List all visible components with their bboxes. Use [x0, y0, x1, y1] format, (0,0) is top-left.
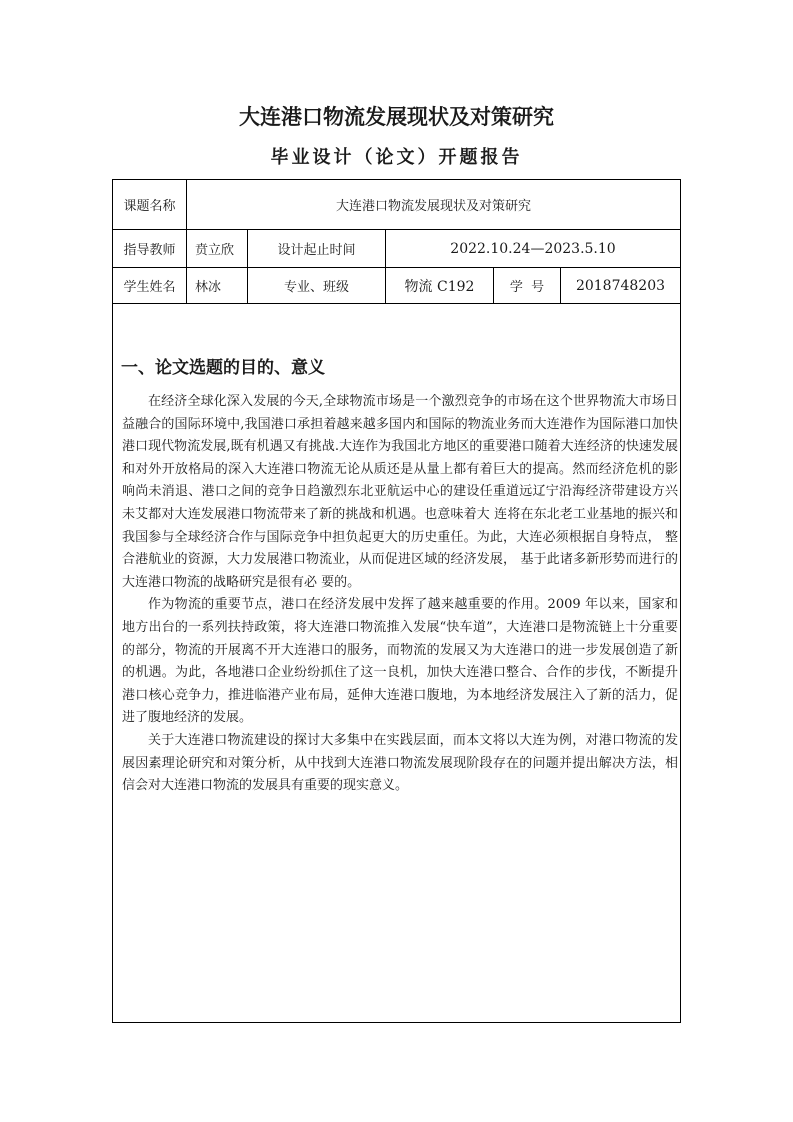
topic-label: 课题名称 [123, 199, 176, 214]
document-subtitle: 毕业设计（论文）开题报告 [270, 147, 523, 168]
major-label: 专业、班级 [283, 280, 349, 295]
section-heading: 一、论文选题的目的、意义 [121, 358, 325, 378]
row-divider [113, 303, 680, 304]
period-label: 设计起止时间 [277, 243, 356, 258]
period-value: 2022.10.24—2023.5.10 [450, 240, 616, 257]
student-id-label: 学 号 [509, 280, 545, 295]
report-form [112, 179, 681, 1023]
major-value: 物流 C192 [404, 278, 475, 295]
student-id-value: 2018748203 [575, 277, 666, 294]
advisor-label: 指导教师 [123, 243, 176, 258]
topic-value: 大连港口物流发展现状及对策研究 [335, 199, 531, 214]
body-paragraph: 关于大连港口物流建设的探讨大多集中在实践层面，而本文将以大连为例，对港口物流的发展因素理论研究和对策分析，从中找到大连港口物流发展现阶段存在的问题并提出解决方法，相信会对大连港口物流的发展具有重要的现实意义。 [122, 732, 678, 794]
section-body [122, 391, 678, 798]
body-paragraph: 在经济全球化深入发展的今天,全球物流市场是一个激烈竞争的市场在这个世界物流大市场日益融合的国际环境中,我国港口承担着越来越多国内和国际的物流业务而大连港作为国际港口加快港口现代物流发展,既有机遇又有挑战.大连作为我国北方地区的重要港口随着大连经济的快速发展和对外开放格局的深入大连港口物流无论从质还是从量上都有着巨大的提高。然而经济危机的影响尚未消退、港口之间的竞争日趋激烈东北亚航运中心的建设任重道远辽宁沿海经济带建设方兴未艾都对大连发展港口物流带来了新的挑战和机遇。也意味着大 连将在东北老工业基地的振兴和我国参与全球经济合作与国际竞争中担负起更大的历史重任。为此，大连必须根据自身特点， 整合港航业的资源，大力发展港口物流业，从而促进区域的经济发展， 基于此诸多新形势而进行的大连港口物流的战略研究是很有必 要的。 [122, 394, 678, 590]
document-title: 大连港口物流发展现状及对策研究 [239, 105, 554, 129]
advisor-value: 贲立欣 [195, 243, 235, 258]
body-paragraph: 作为物流的重要节点，港口在经济发展中发挥了越来越重要的作用。2009 年以来，国家和地方出台的一系列扶持政策，将大连港口物流推入发展“快车道”，大连港口是物流链上十分重要的部分，物流的开展离不开大连港口的服务，而物流的发展又为大连港口的进一步发展创造了新的机遇。为此，各地港口企业纷纷抓住了这一良机，加快大连港口整合、合作的步伐，不断提升港口核心竞争力，推进临港产业布局，延伸大连港口腹地，为本地经济发展注入了新的活力，促进了腹地经济的发展。 [122, 597, 678, 726]
student-value: 林冰 [195, 280, 222, 295]
student-label: 学生姓名 [123, 280, 176, 295]
